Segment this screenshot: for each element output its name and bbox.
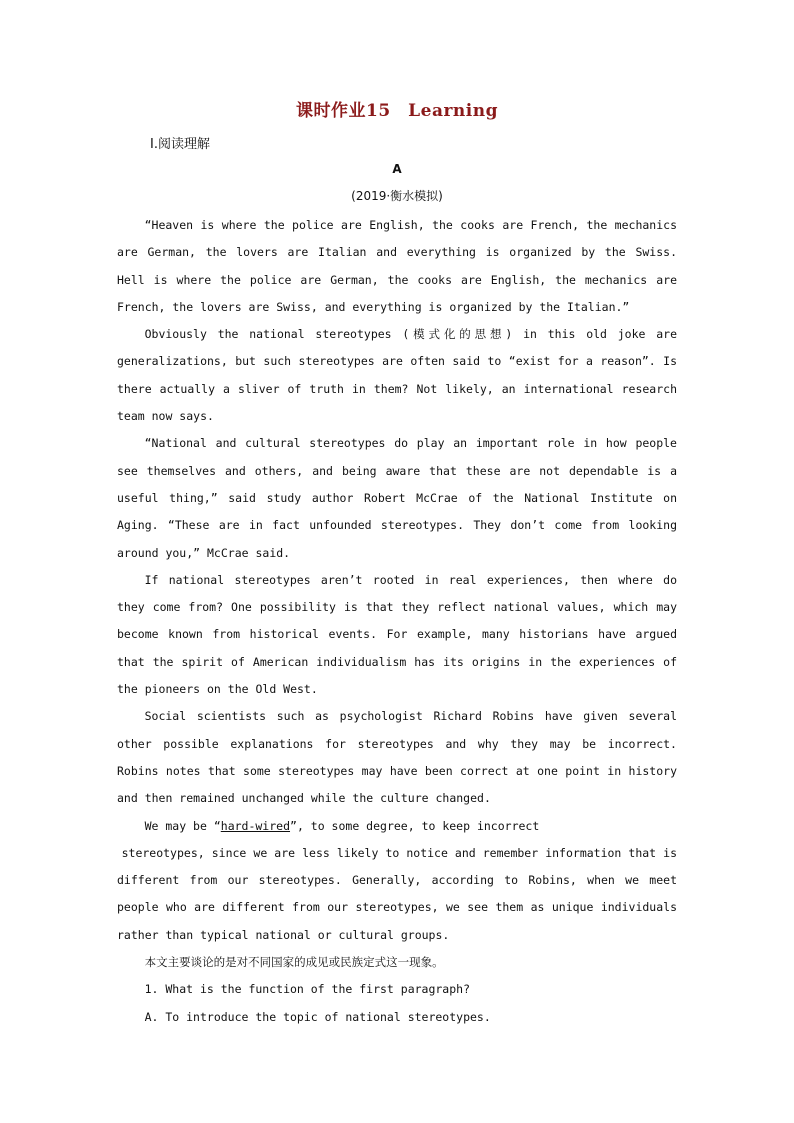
passage-body [117,212,677,1031]
paragraph-6-part-a: We may be “ [144,818,221,833]
question-1-option-a: A. To introduce the topic of national stereotypes. [144,1009,491,1024]
passage-letter: A [392,162,402,176]
passage-source: (2019·衡水模拟) [351,189,443,203]
paragraph-2-part-b: ) in this old joke are generalizations, but such stereotypes are often said to “exist for a reason”. Is there actually a sliver of truth in them? Not likely, an international research team now says. [117,327,678,424]
paragraph-5: Social scientists such as psychologist Richard Robins have given several other possible explanations for stereotypes and why they may be incorrect. Robins notes that some stereotypes may have been correct at one point in history and then remained unchanged while the culture changed. [117,709,677,806]
section-label: Ⅰ.阅读理解 [150,137,210,152]
paragraph-3: “National and cultural stereotypes do play an important role in how people see themselves and others, and being aware that these are not dependable is a useful thing,” said study author Robert McCrae of the National Institute on Aging. “These are in fact unfounded stereotypes. They don’t come from looking around you,” McCrae said. [117,436,677,560]
summary-note: 本文主要谈论的是对不同国家的成见或民族定式这一现象。 [144,955,444,970]
question-1: 1. What is the function of the first paragraph? [144,982,471,997]
paragraph-1: “Heaven is where the police are English, the cooks are French, the mechanics are German, the lovers are Italian and everything is organized by the Swiss. Hell is where the police are German, the cooks are English, the mechanics are French, the lovers are Swiss, and everything is organized by the Italian.” [117,218,677,314]
chinese-gloss: 模式化的思想 [409,327,506,342]
paragraph-7: stereotypes, since we are less likely to notice and remember information that is different from our stereotypes. Generally, according to Robins, when we meet people who are different from our stereotypes, we see them as unique individuals rather than typical national or cultural groups. [117,845,677,942]
page-title: 课时作业15 Learning [296,101,498,121]
paragraph-2-part-a: Obviously the national stereotypes ( [144,327,410,342]
underlined-term: hard-wired [220,818,291,833]
paragraph-4: If national stereotypes aren’t rooted in real experiences, then where do they come from? One possibility is that they reflect national values, which may become known from historical events. For example, many historians have argued that the spirit of American individualism has its origins in the experiences of the pioneers on the Old West. [117,572,677,697]
paragraph-6-part-b: ”, to some degree, to keep incorrect [290,818,540,833]
paragraph-2 [117,321,677,430]
paragraph-6 [117,813,677,840]
